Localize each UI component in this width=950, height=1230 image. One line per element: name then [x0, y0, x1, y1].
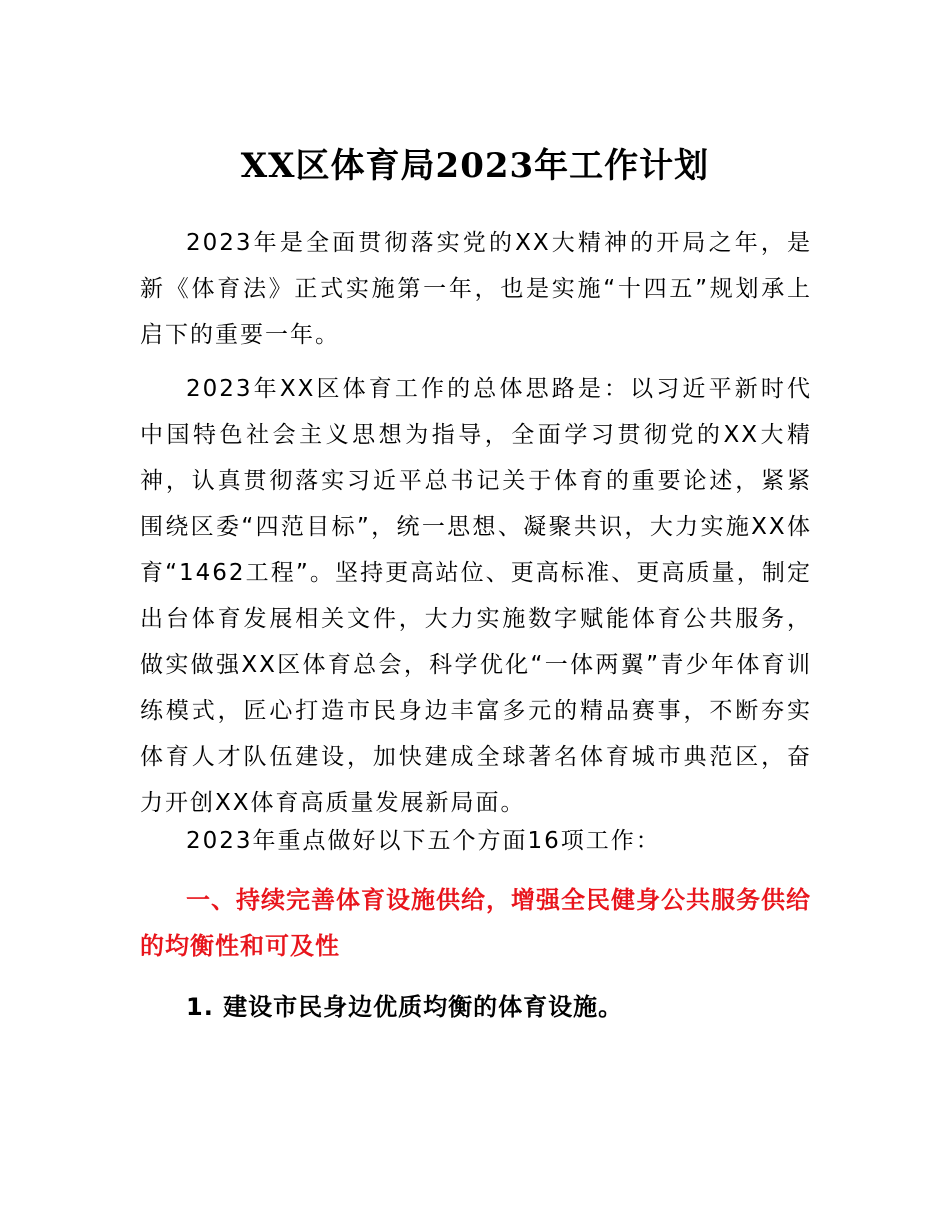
key-tasks-paragraph: 2023年重点做好以下五个方面16项工作：	[186, 828, 661, 854]
intro-paragraph: 2023年是全面贯彻落实党的XX大精神的开局之年，是新《体育法》正式实施第一年，也是实施“十四五”规划承上启下的重要一年。	[140, 230, 812, 348]
section-heading: 一、持续完善体育设施供给，增强全民健身公共服务供给的均衡性和可及性	[140, 886, 811, 960]
overall-approach-paragraph: 2023年XX区体育工作的总体思路是：以习近平新时代中国特色社会主义思想为指导，全面学习贯彻党的XX大精神，认真贯彻落实习近平总书记关于体育的重要论述，紧紧围绕区委“四范目标”，统一思想、凝聚共识，大力实施XX体育“1462工程”。坚持更高站位、更高标准、更高质量，制定出台体育发展相关文件，大力实施数字赋能体育公共服务，做实做强XX区体育总会，科学优化“一体两翼”青少年体育训练模式，匠心打造市民身边丰富多元的精品赛事，不断夯实体育人才队伍建设，加快建成全球著名体育城市典范区，奋力开创XX体育高质量发展新局面。	[140, 376, 812, 816]
document-title: XX区体育局2023年工作计划	[240, 146, 710, 186]
subsection-heading: 1. 建设市民身边优质均衡的体育设施。	[186, 993, 624, 1021]
